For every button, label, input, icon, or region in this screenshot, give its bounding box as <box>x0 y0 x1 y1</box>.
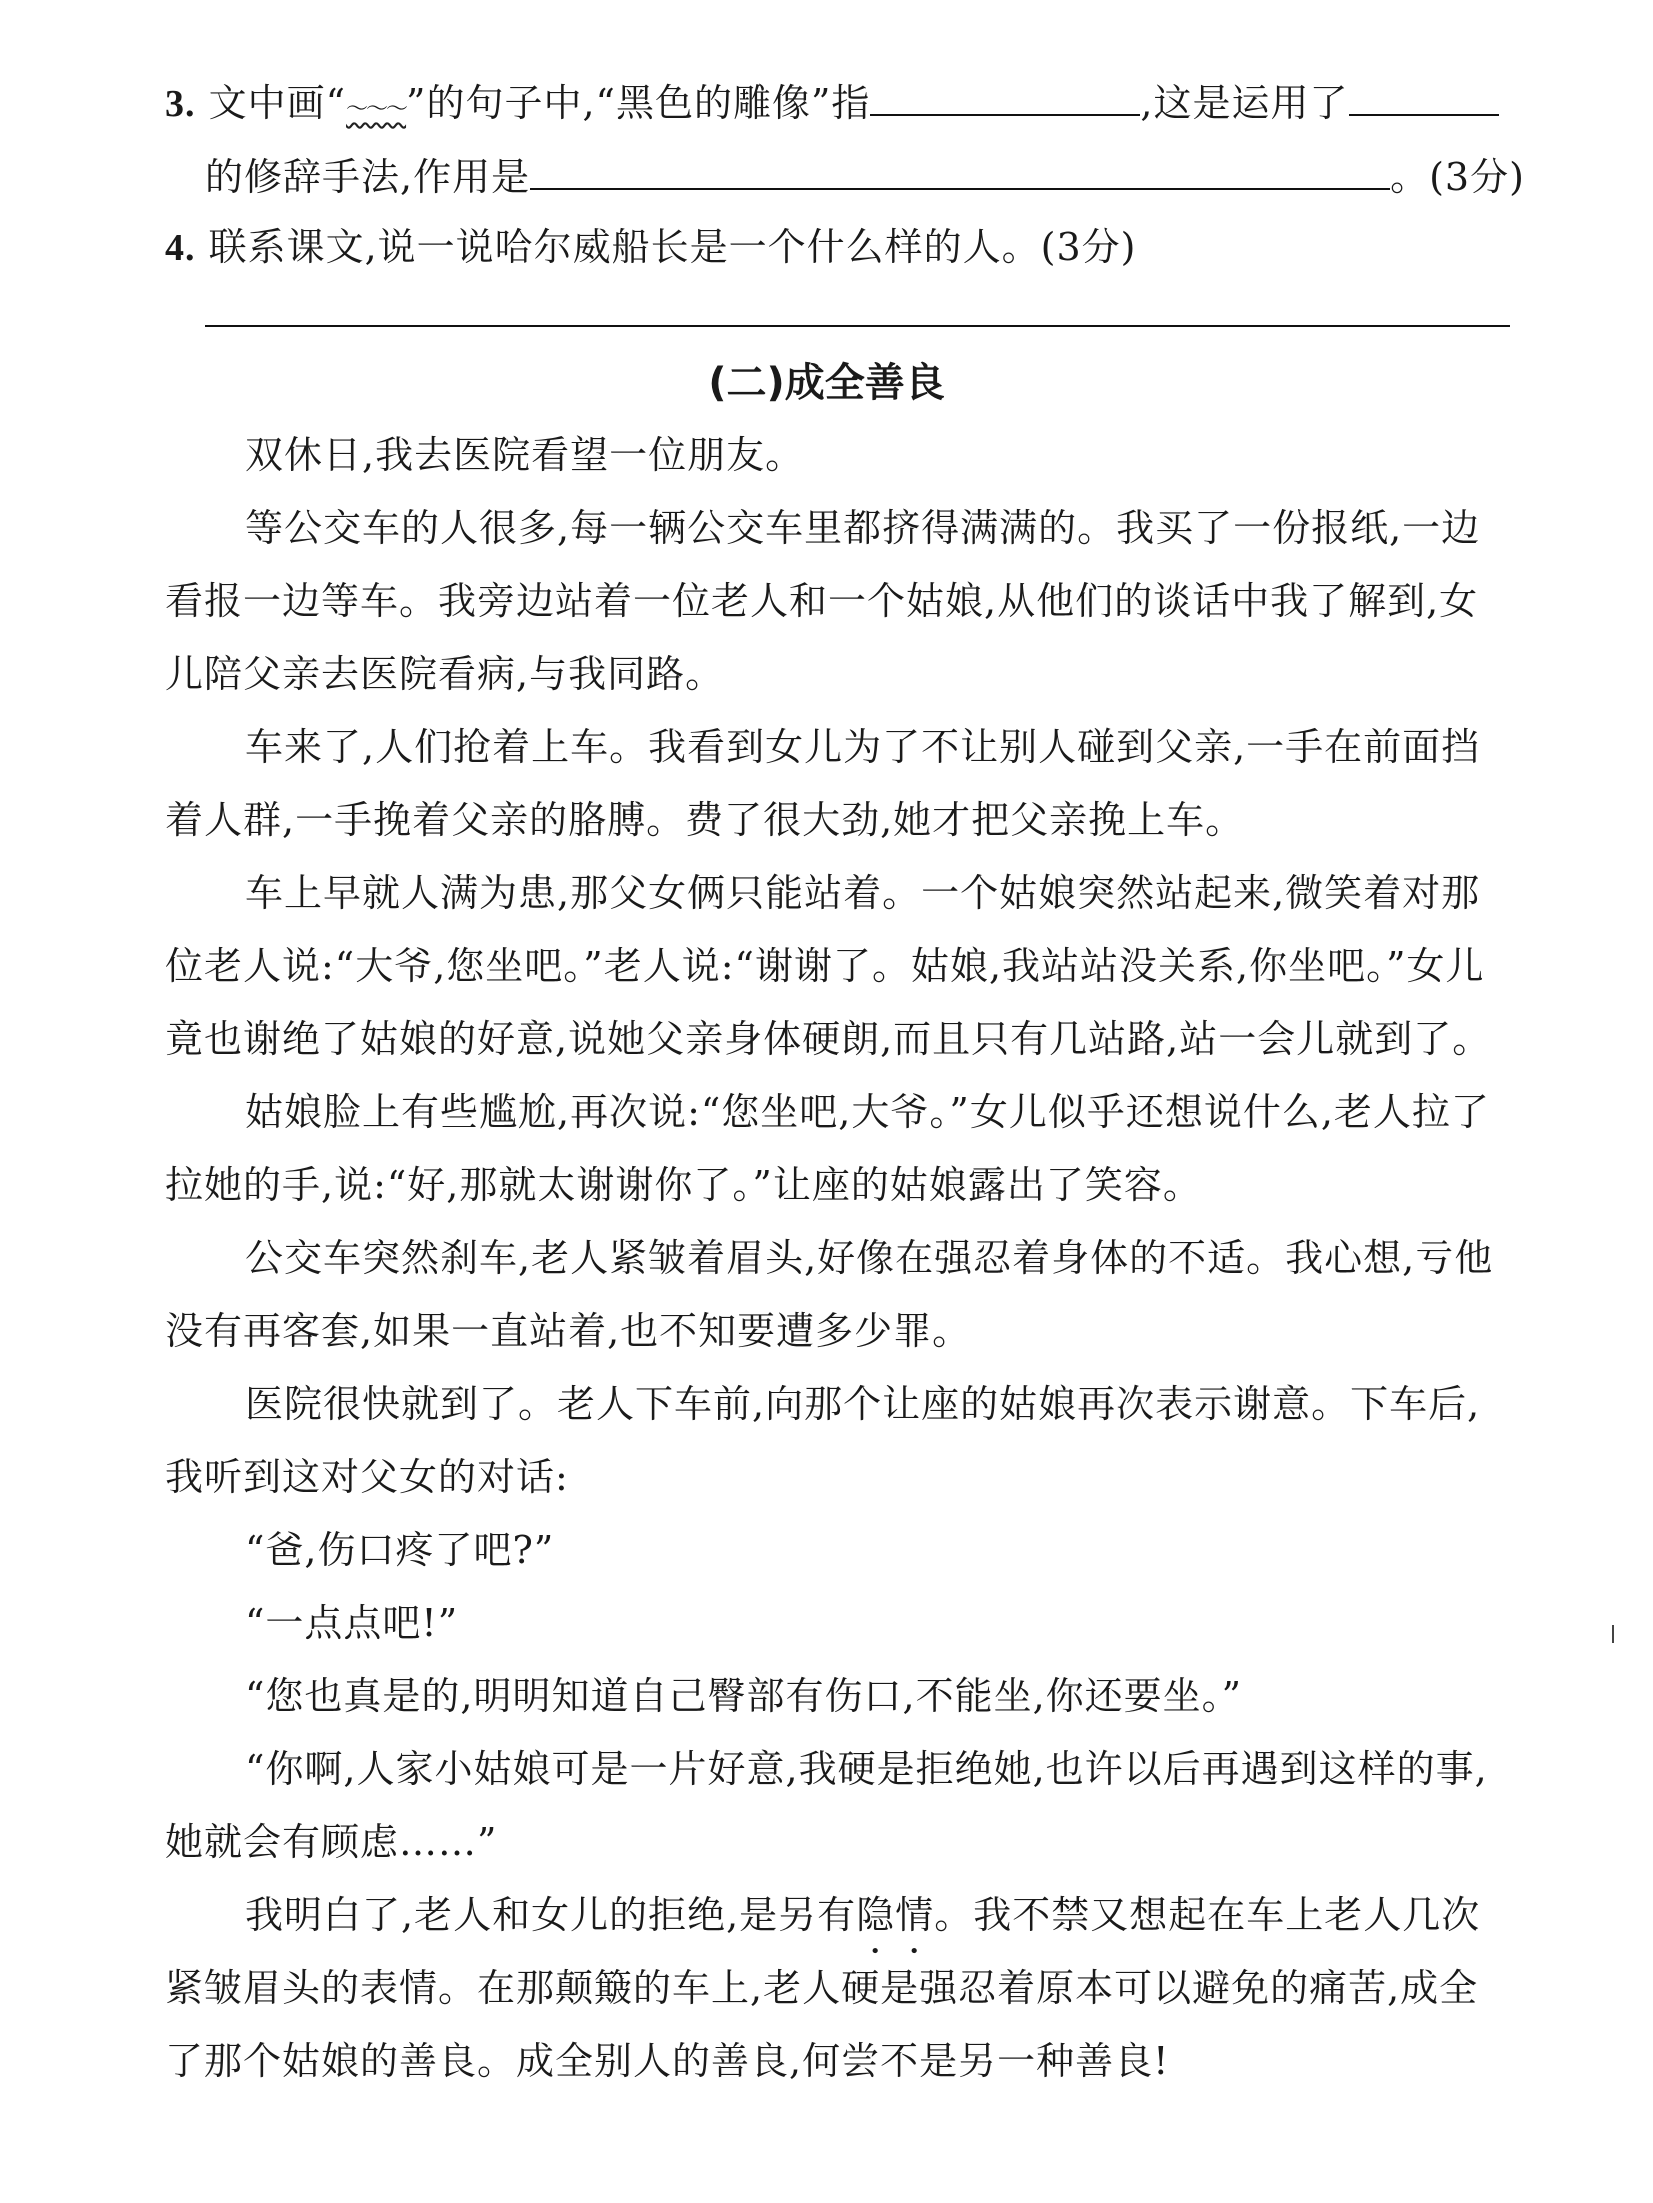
passage-line: 双休日,我去医院看望一位朋友。 <box>245 433 805 477</box>
wavy-underline-mark: ～～～ <box>346 97 407 122</box>
question-3-number: 3. <box>165 83 196 125</box>
question-3-text-c: ,这是运用了 <box>1140 81 1349 125</box>
passage-title: (二)成全善良 <box>708 360 945 406</box>
passage-text: 我明白了,老人和女儿的拒绝,是另有 <box>245 1893 857 1937</box>
emphasized-word <box>856 1893 934 1937</box>
passage-line: 紧皱眉头的表情。在那颠簸的车上,老人硬是强忍着原本可以避免的痛苦,成全 <box>165 1966 1479 2010</box>
answer-blank-2[interactable] <box>1349 78 1499 116</box>
passage-line: 儿陪父亲去医院看病,与我同路。 <box>165 652 725 696</box>
passage-line: 了那个姑娘的善良。成全别人的善良,何尝不是另一种善良! <box>165 2039 1170 2083</box>
passage-line: “爸,伤口疼了吧?” <box>245 1528 555 1572</box>
passage-line-with-emphasis <box>245 1890 1625 1940</box>
question-3-text-d: 的修辞手法,作用是 <box>205 155 531 199</box>
passage-line: 公交车突然刹车,老人紧皱着眉头,好像在强忍着身体的不适。我心想,亏他 <box>245 1236 1494 1280</box>
question-3-score: 。(3分) <box>1390 155 1525 199</box>
passage-line: 车来了,人们抢着上车。我看到女儿为了不让别人碰到父亲,一手在前面挡 <box>245 725 1481 769</box>
question-3-text-b: ”的句子中,“黑色的雕像”指 <box>406 81 871 125</box>
question-4-answer-line[interactable] <box>205 325 1510 327</box>
answer-blank-3[interactable] <box>530 152 1390 190</box>
passage-line: 竟也谢绝了姑娘的好意,说她父亲身体硬朗,而且只有几站路,站一会儿就到了。 <box>165 1017 1492 1061</box>
passage-line: 姑娘脸上有些尴尬,再次说:“您坐吧,大爷。”女儿似乎还想说什么,老人拉了 <box>245 1090 1490 1134</box>
passage-line: 我听到这对父女的对话: <box>165 1455 569 1499</box>
answer-blank-1[interactable] <box>870 78 1140 116</box>
passage-line: 她就会有顾虑……” <box>165 1820 498 1864</box>
passage-line: 等公交车的人很多,每一辆公交车里都挤得满满的。我买了一份报纸,一边 <box>245 506 1481 550</box>
question-4-line <box>165 222 1137 273</box>
question-4-text: 联系课文,说一说哈尔威船长是一个什么样的人。(3分) <box>208 225 1137 269</box>
passage-line: “你啊,人家小姑娘可是一片好意,我硬是拒绝她,也许以后再遇到这样的事, <box>245 1747 1488 1791</box>
emphasis-char: 隐 <box>856 1893 896 1937</box>
passage-line: “一点点吧!” <box>245 1601 459 1645</box>
passage-line: “您也真是的,明明知道自己臀部有伤口,不能坐,你还要坐。” <box>245 1674 1243 1718</box>
passage-line: 车上早就人满为患,那父女俩只能站着。一个姑娘突然站起来,微笑着对那 <box>245 871 1481 915</box>
passage-line: 位老人说:“大爷,您坐吧。”老人说:“谢谢了。姑娘,我站站没关系,你坐吧。”女儿 <box>165 944 1485 988</box>
question-4-number: 4. <box>165 227 196 269</box>
passage-line: 拉她的手,说:“好,那就太谢谢你了。”让座的姑娘露出了笑容。 <box>165 1163 1202 1207</box>
passage-line: 没有再客套,如果一直站着,也不知要遭多少罪。 <box>165 1309 972 1353</box>
passage-line: 医院很快就到了。老人下车前,向那个让座的姑娘再次表示谢意。下车后, <box>245 1382 1481 1426</box>
emphasis-char: 情 <box>895 1893 935 1937</box>
question-3-text-a: 文中画“ <box>208 81 347 125</box>
passage-text: 。我不禁又想起在车上老人几次 <box>934 1893 1481 1937</box>
question-3-line-2 <box>205 152 1525 202</box>
margin-mark <box>1612 1625 1614 1643</box>
passage-line: 看报一边等车。我旁边站着一位老人和一个姑娘,从他们的谈话中我了解到,女 <box>165 579 1479 623</box>
passage-line: 着人群,一手挽着父亲的胳膊。费了很大劲,她才把父亲挽上车。 <box>165 798 1245 842</box>
question-3-line-1 <box>165 78 1499 135</box>
